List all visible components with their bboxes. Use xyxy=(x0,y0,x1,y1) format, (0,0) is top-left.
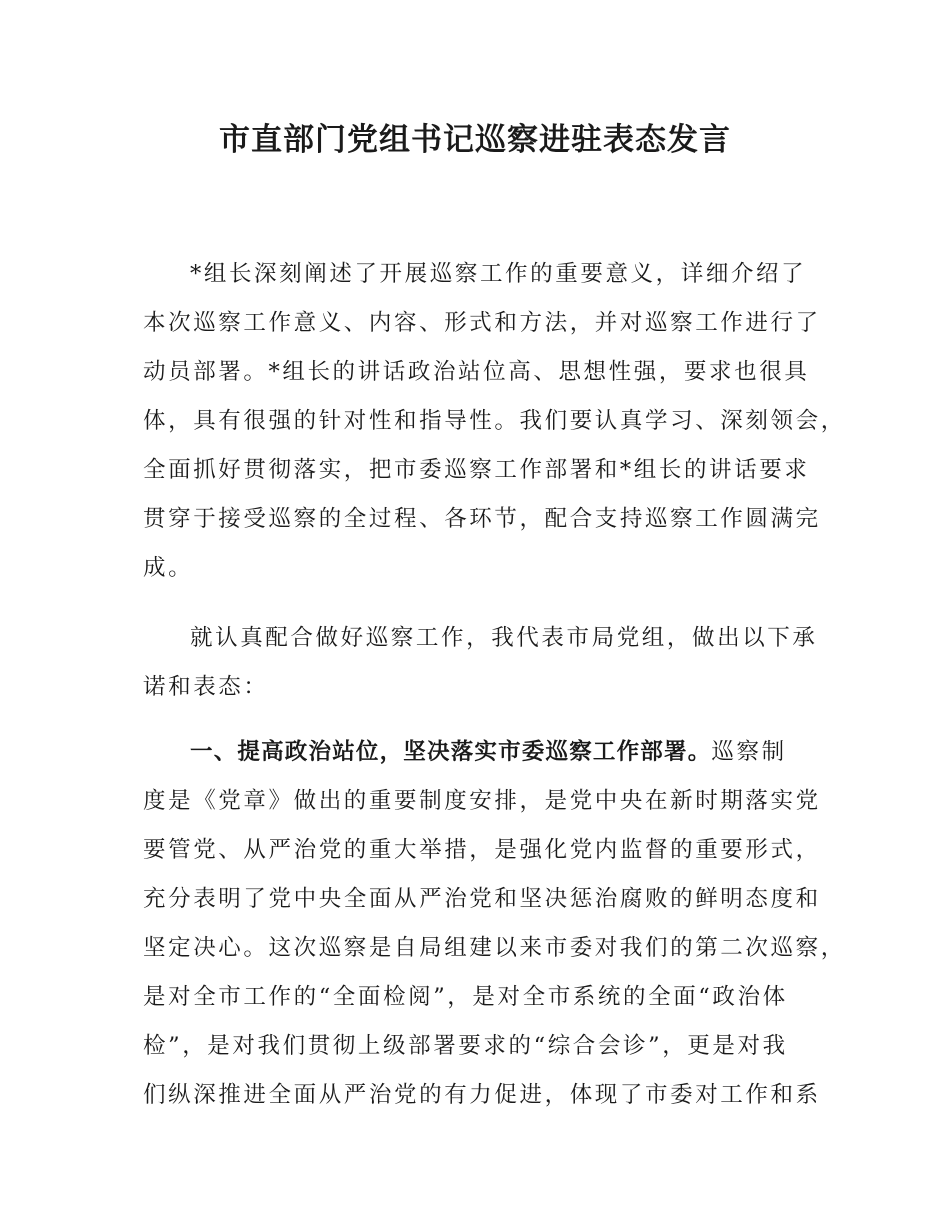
paragraph-3-line-3: 要管党、从严治党的重大举措，是强化党内监督的重要形式， xyxy=(143,837,821,863)
paragraph-3-line-8: 们纵深推进全面从严治党的有力促进，体现了市委对工作和系 xyxy=(143,1082,821,1108)
paragraph-2-line-2: 诺和表态： xyxy=(143,674,269,700)
paragraph-1-line-2: 本次巡察工作意义、内容、形式和方法，并对巡察工作进行了 xyxy=(143,310,821,336)
paragraph-3-line-1 xyxy=(190,735,787,769)
paragraph-1-line-5: 全面抓好贯彻落实，把市委巡察工作部署和*组长的讲话要求 xyxy=(143,457,810,483)
paragraph-1-line-4: 体，具有很强的针对性和指导性。我们要认真学习、深刻领会， xyxy=(143,408,846,434)
paragraph-1-line-3: 动员部署。*组长的讲话政治站位高、思想性强，要求也很具 xyxy=(143,359,810,385)
paragraph-2-line-1: 就认真配合做好巡察工作，我代表市局党组，做出以下承 xyxy=(190,625,818,651)
paragraph-3-line-2: 度是《党章》做出的重要制度安排，是党中央在新时期落实党 xyxy=(143,788,821,814)
paragraph-1-line-7: 成。 xyxy=(143,555,194,581)
paragraph-3-line-6: 是对全市工作的“全面检阅”，是对全市系统的全面“政治体 xyxy=(143,984,788,1010)
paragraph-3-line-7: 检”，是对我们贯彻上级部署要求的“综合会诊”，更是对我 xyxy=(143,1033,788,1059)
paragraph-3-line-5: 坚定决心。这次巡察是自局组建以来市委对我们的第二次巡察， xyxy=(143,935,846,961)
paragraph-3-line-4: 充分表明了党中央全面从严治党和坚决惩治腐败的鲜明态度和 xyxy=(143,886,821,912)
paragraph-3-line-1-rest: 巡察制 xyxy=(711,739,787,765)
section-heading: 一、提高政治站位，坚决落实市委巡察工作部署。 xyxy=(190,739,712,765)
page-title: 市直部门党组书记巡察进驻表态发言 xyxy=(219,122,731,158)
paragraph-1-line-6: 贯穿于接受巡察的全过程、各环节，配合支持巡察工作圆满完 xyxy=(143,506,821,532)
paragraph-1-line-1: *组长深刻阐述了开展巡察工作的重要意义，详细介绍了 xyxy=(190,261,807,287)
